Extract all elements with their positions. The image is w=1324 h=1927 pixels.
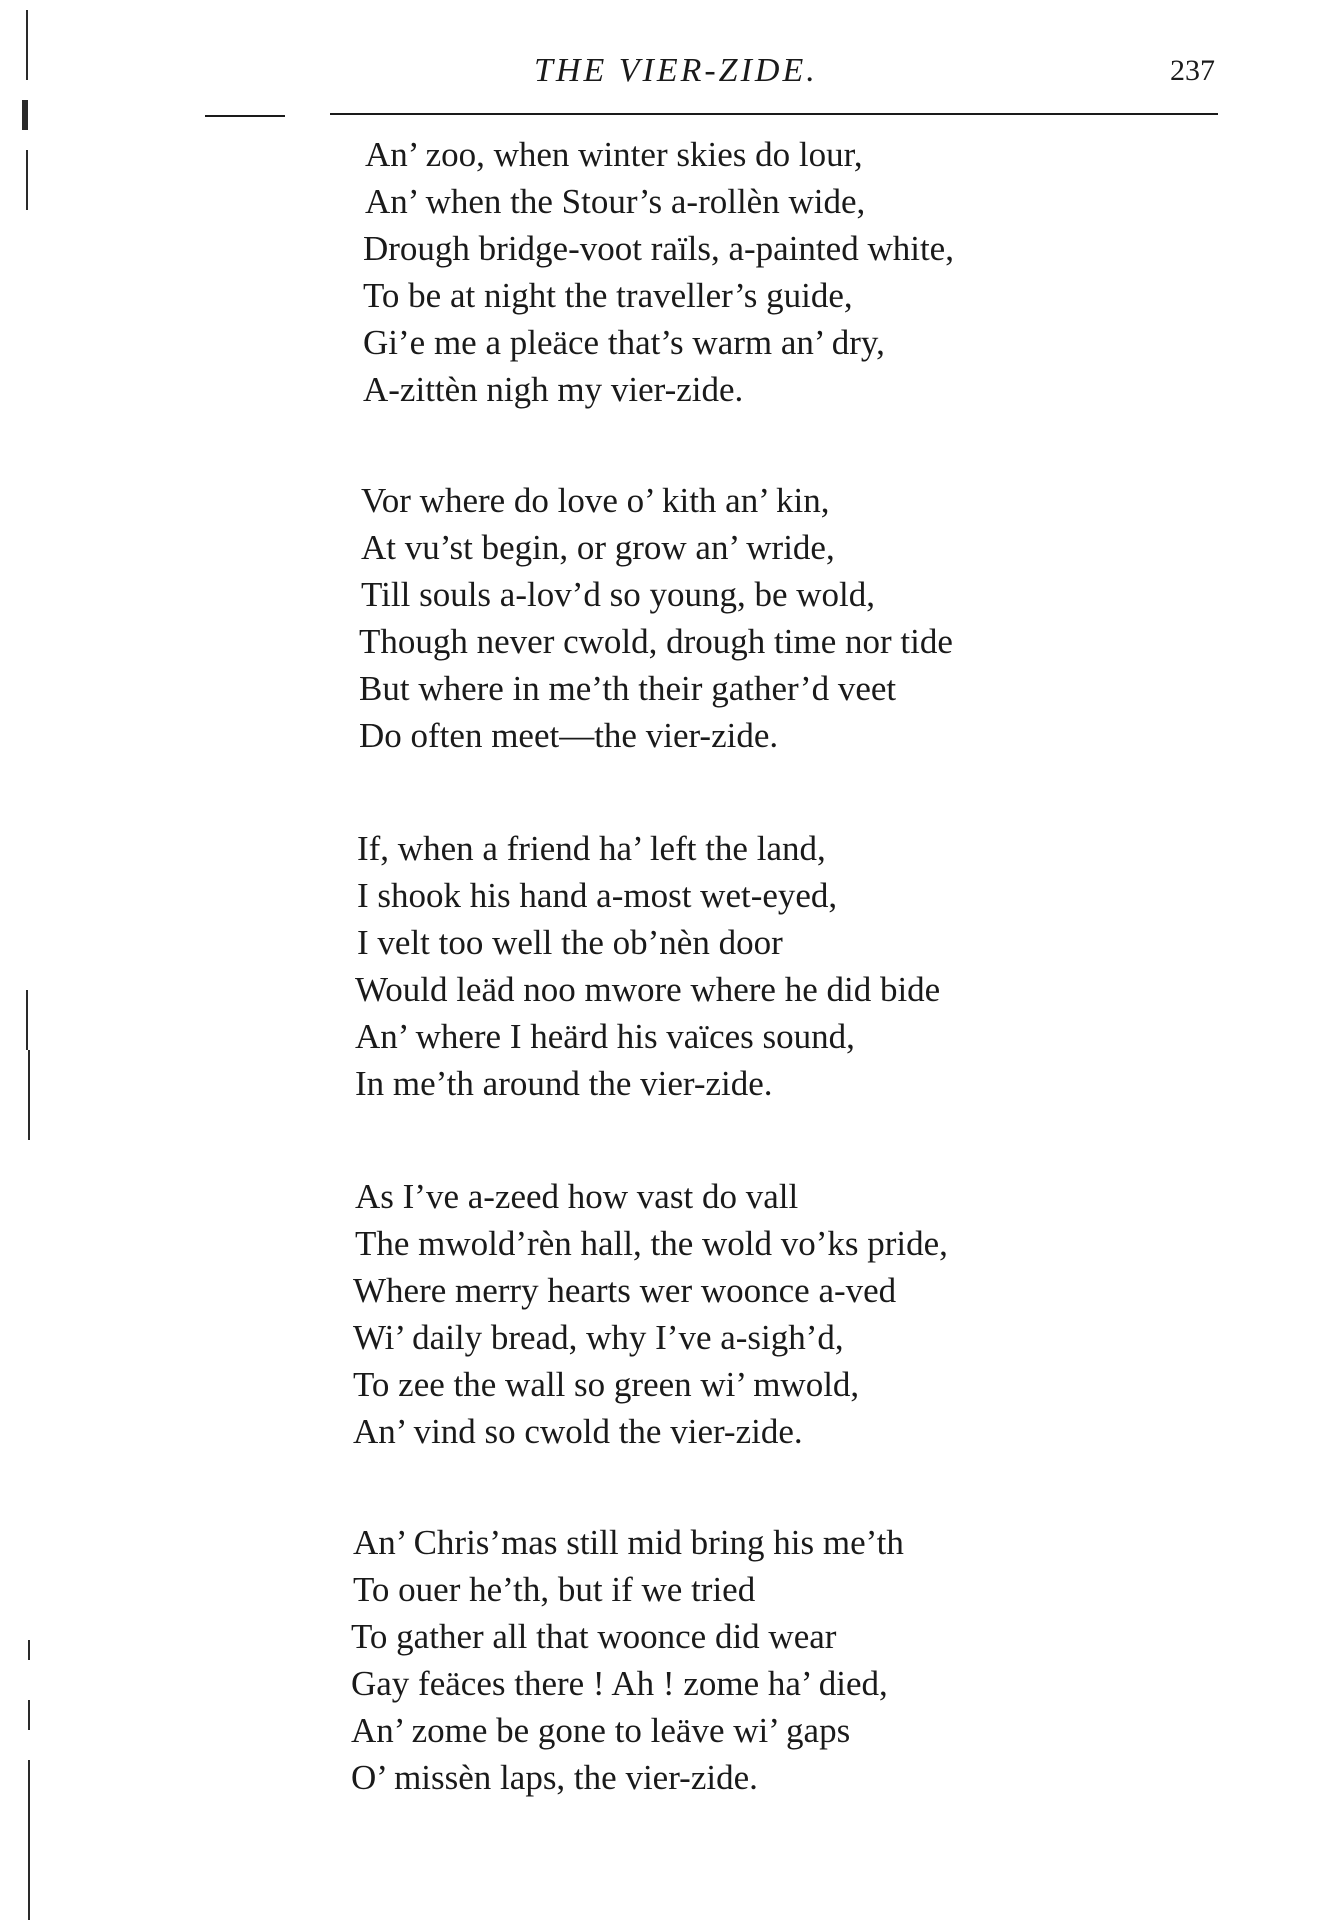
poem-line: An’ zome be gone to leäve wi’ gaps (351, 1711, 851, 1750)
header-rule-left (205, 115, 285, 117)
page-header (0, 52, 1324, 92)
poem-line: An’ when the Stour’s a-rollèn wide, (365, 182, 866, 221)
poem-line: Though never cwold, drough time nor tide (359, 622, 953, 661)
poem-line: To be at night the traveller’s guide, (363, 276, 853, 315)
binding-edge-mark (22, 100, 28, 130)
poem-line: The mwold’rèn hall, the wold vo’ks pride, (355, 1224, 948, 1263)
binding-edge-mark (28, 1700, 30, 1730)
binding-edge-mark (28, 1760, 30, 1920)
header-rule-right (330, 113, 1218, 115)
poem-line: Where merry hearts wer woonce a-ved (353, 1271, 897, 1310)
poem-line: At vu’st begin, or grow an’ wride, (361, 528, 835, 567)
poem-line: A-zittèn nigh my vier-zide. (363, 370, 744, 409)
binding-edge-mark (26, 150, 28, 210)
poem-line: Would leäd noo mwore where he did bide (355, 970, 941, 1009)
poem-line: I shook his hand a-most wet-eyed, (357, 876, 838, 915)
poem-line: If, when a friend ha’ left the land, (357, 829, 826, 868)
poem-line: To gather all that woonce did wear (351, 1617, 837, 1656)
poem-line: In me’th around the vier-zide. (355, 1064, 773, 1103)
poem-line: But where in me’th their gather’d veet (359, 669, 897, 708)
poem-line: O’ missèn laps, the vier-zide. (351, 1758, 758, 1797)
binding-edge-mark (28, 1640, 30, 1660)
poem-line: Gay feäces there ! Ah ! zome ha’ died, (351, 1664, 888, 1703)
poem-line: An’ vind so cwold the vier-zide. (353, 1412, 803, 1451)
poem-line: Wi’ daily bread, why I’ve a-sigh’d, (353, 1318, 844, 1357)
running-title: THE VIER-ZIDE. (534, 52, 818, 89)
poem-line: Drough bridge-voot raïls, a-painted white, (363, 229, 954, 268)
poem-line: Till souls a-lov’d so young, be wold, (361, 575, 876, 614)
poem-line: An’ where I heärd his vaïces sound, (355, 1017, 855, 1056)
poem-line: An’ Chris’mas still mid bring his me’th (353, 1523, 904, 1562)
poem-line: Gi’e me a pleäce that’s warm an’ dry, (363, 323, 885, 362)
binding-edge-mark (28, 1050, 30, 1140)
poem-line: As I’ve a-zeed how vast do vall (355, 1177, 799, 1216)
poem-line: To ouer he’th, but if we tried (353, 1570, 756, 1609)
poem-line: Do often meet—the vier-zide. (359, 716, 779, 755)
poem-line: To zee the wall so green wi’ mwold, (353, 1365, 860, 1404)
poem-line: An’ zoo, when winter skies do lour, (365, 135, 863, 174)
poem-line: Vor where do love o’ kith an’ kin, (361, 481, 830, 520)
binding-edge-mark (26, 990, 28, 1050)
poem-line: I velt too well the ob’nèn door (357, 923, 783, 962)
page-number: 237 (1170, 54, 1215, 87)
